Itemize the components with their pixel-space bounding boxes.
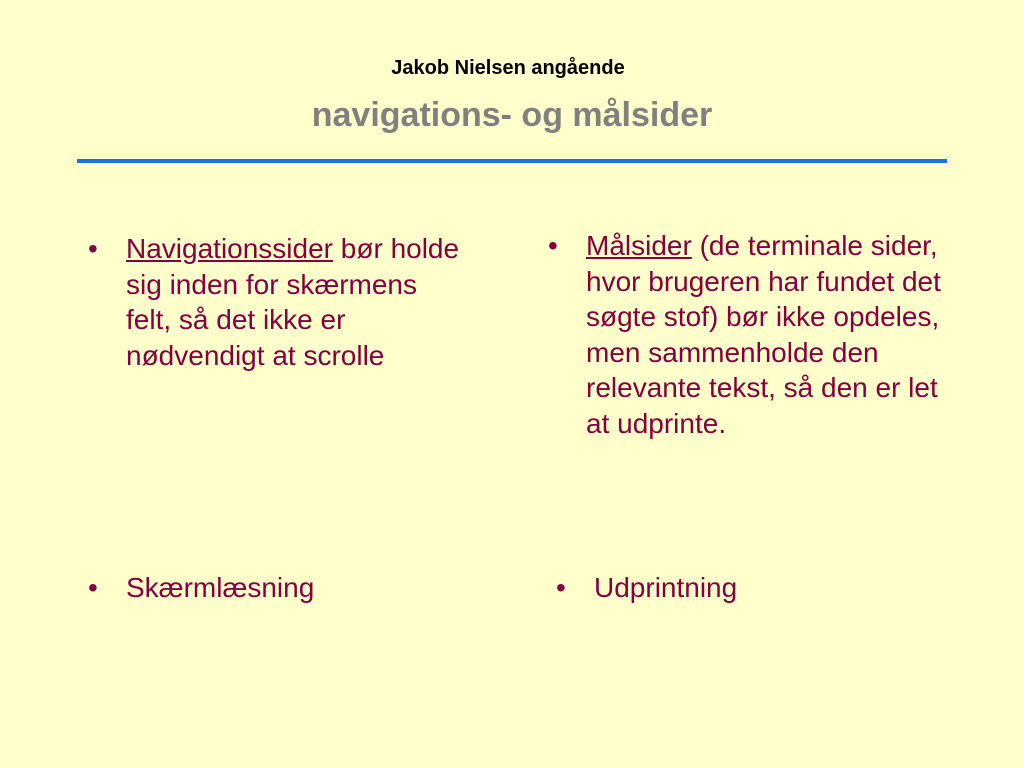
bullet-text: Udprintning: [594, 572, 738, 603]
bullet-dot: •: [548, 230, 558, 261]
bullet-text-rest: holde sig inden for skærmens felt, så det ikke er nødvendigt at scrolle: [126, 233, 460, 371]
term-target-pages: Målsider: [586, 230, 692, 261]
slide-title: navigations- og målsider: [311, 96, 713, 134]
bullet-text: Skærmlæsning: [126, 572, 315, 603]
bullet-text-part: bør: [333, 233, 383, 264]
bullet-text: [586, 228, 946, 441]
bullet-text: [126, 231, 466, 373]
slide-subtitle: Jakob Nielsen angående: [391, 57, 625, 79]
bullet-dot: •: [88, 233, 98, 264]
bullet-dot: •: [556, 572, 566, 603]
term-navigation-pages: Navigationssider: [126, 233, 333, 264]
title-divider: [77, 159, 947, 163]
bullet-dot: •: [88, 572, 98, 603]
bullet-text-rest: (de terminale sider, hvor brugeren har fundet det søgte stof) bør ikke opdeles, men sammenholde den relevante tekst, så den er let at udprinte.: [586, 230, 941, 439]
